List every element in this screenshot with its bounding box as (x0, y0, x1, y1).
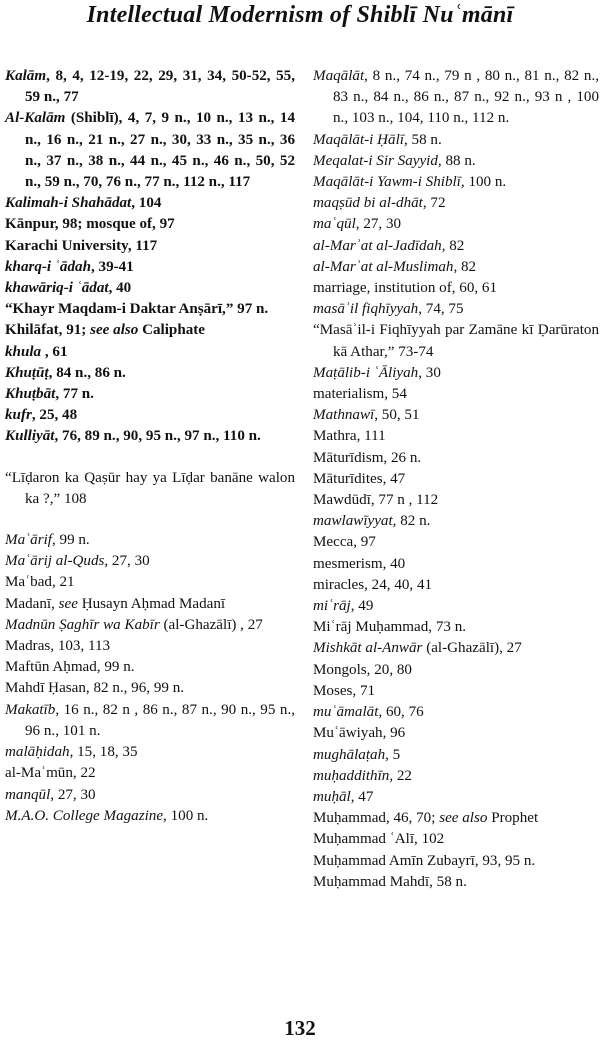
index-entry: malāḥidah, 15, 18, 35 (5, 744, 138, 761)
section-gap (5, 448, 295, 468)
index-entry: muḥaddithīn, 22 (313, 767, 412, 784)
running-head: Intellectual Modernism of Shiblī Nuʿmānī (86, 2, 514, 28)
index-entry: Maṭālib-i ʿĀliyah, 30 (313, 364, 441, 381)
index-entry: maʿqūl, 27, 30 (313, 216, 402, 233)
index-entry: Māturīdism, 26 n. (313, 449, 422, 466)
index-entry: Maftūn Aḥmad, 99 n. (5, 659, 135, 676)
index-entry: Khuṭūṭ, 84 n., 86 n. (5, 364, 126, 381)
index-entry: Madanī, see Ḥusayn Aḥmad Madanī (5, 595, 226, 612)
index-entry: khawāriq-i ʿādat, 40 (5, 280, 132, 297)
index-entry: Mecca, 97 (313, 534, 376, 551)
page-number: 132 (284, 1016, 316, 1040)
index-entry: al-Marʾat al-Muslimah, 82 (313, 258, 477, 275)
index-entry: “Khayr Maqdam-i Daktar Anṣārī,” 97 n. (5, 301, 269, 318)
index-entry: kufr, 25, 48 (5, 407, 78, 424)
index-entry: Muḥammad Mahdī, 58 n. (313, 873, 467, 890)
index-entry: Kulliyāt, 76, 89 n., 90, 95 n., 97 n., 110 n. (5, 428, 261, 445)
index-entry: muḥāl, 47 (313, 788, 374, 805)
index-entry: Maqālāt-i Ḥālī, 58 n. (313, 131, 442, 148)
index-entry: Maʿārij al-Quds, 27, 30 (5, 553, 150, 570)
index-entry: Mongols, 20, 80 (313, 661, 412, 678)
index-entry: Moses, 71 (313, 682, 376, 699)
index-entry: masāʾil fiqhīyyah, 74, 75 (313, 301, 464, 318)
index-entry: Kānpur, 98; mosque of, 97 (5, 216, 175, 233)
index-entry: Maʿārif, 99 n. (5, 532, 90, 549)
index-entry: “Līḍaron ka Qaṣūr hay ya Līḍar banāne walon ka ?,” 108 (5, 469, 295, 507)
index-entry: mawlawīyyat, 82 n. (313, 513, 431, 530)
index-entry: materialism, 54 (313, 386, 407, 403)
index-entry: Maqālāt-i Yawm-i Shiblī, 100 n. (313, 174, 507, 191)
index-entry: miʿrāj, 49 (313, 598, 374, 615)
index-entry: “Masāʾil-i Fiqhīyyah par Zamāne kī Ḍarūraton kā Athar,” 73-74 (313, 322, 599, 360)
index-entry: Kalām, 8, 4, 12-19, 22, 29, 31, 34, 50-52, 55, 59 n., 77 (5, 68, 295, 106)
index-entry: Kalimah-i Shahādat, 104 (5, 195, 162, 212)
index-entry: Mishkāt al-Anwār (al-Ghazālī), 27 (313, 640, 522, 657)
index-entry: Madnūn Ṣaghīr wa Kabīr (al-Ghazālī) , 27 (5, 616, 263, 633)
index-column-left (5, 66, 295, 827)
index-entry: Mathra, 111 (313, 428, 386, 445)
index-entry: mesmerism, 40 (313, 555, 406, 572)
index-entry: miracles, 24, 40, 41 (313, 576, 433, 593)
index-entry: Madras, 103, 113 (5, 638, 111, 655)
index-entry: muʿāmalāt, 60, 76 (313, 704, 424, 721)
index-entry: marriage, institution of, 60, 61 (313, 280, 498, 297)
index-entry: M.A.O. College Magazine, 100 n. (5, 807, 209, 824)
index-entry: maqṣūd bi al-dhāt, 72 (313, 195, 446, 212)
index-entry: al-Marʾat al-Jadīdah, 82 (313, 237, 465, 254)
index-entry: Māturīdites, 47 (313, 470, 406, 487)
index-entry: Mawdūdī, 77 n , 112 (313, 492, 439, 509)
index-entry: Khilāfat, 91; see also Caliphate (5, 322, 205, 339)
index-entry: manqūl, 27, 30 (5, 786, 96, 803)
index-entry: Makatīb, 16 n., 82 n , 86 n., 87 n., 90 n., 95 n., 96 n., 101 n. (5, 701, 295, 739)
index-entry: Muḥammad, 46, 70; see also Prophet (313, 810, 539, 827)
index-column-right (313, 66, 599, 893)
index-entry: Maʿbad, 21 (5, 574, 75, 591)
index-entry: Muḥammad Amīn Zubayrī, 93, 95 n. (313, 852, 536, 869)
index-entry: al-Maʾmūn, 22 (5, 765, 96, 782)
index-entry: Al-Kalām (Shiblī), 4, 7, 9 n., 10 n., 13 n., 14 n., 16 n., 21 n., 27 n., 30, 33 n., 35 n., 36 n., 37 n., 38 n., 44 n., 45 n., 46 n., 50, 52 n., 59 n., 70, 76 n., 77 n., 112 n., 117 (5, 110, 295, 191)
index-entry: kharq-i ʿādah, 39-41 (5, 258, 134, 275)
index-entry: Mathnawī, 50, 51 (313, 407, 420, 424)
index-entry: Maqālāt, 8 n., 74 n., 79 n , 80 n., 81 n., 82 n., 83 n., 84 n., 86 n., 87 n., 92 n., 93 n , 100 n., 103 n., 104, 110 n., 112 n. (313, 68, 599, 127)
index-entry: Karachi University, 117 (5, 237, 158, 254)
index-entry: mughālaṭah, 5 (313, 746, 401, 763)
index-entry: Mahdī Ḥasan, 82 n., 96, 99 n. (5, 680, 185, 697)
index-entry: khula , 61 (5, 343, 68, 360)
index-entry: Miʿrāj Muḥammad, 73 n. (313, 619, 467, 636)
index-entry: Muḥammad ʿAlī, 102 (313, 831, 445, 848)
index-entry: Meqalat-i Sir Sayyid, 88 n. (313, 152, 476, 169)
section-gap (5, 510, 295, 530)
index-entry: Khuṭbāt, 77 n. (5, 386, 94, 403)
index-entry: Muʿāwiyah, 96 (313, 725, 406, 742)
